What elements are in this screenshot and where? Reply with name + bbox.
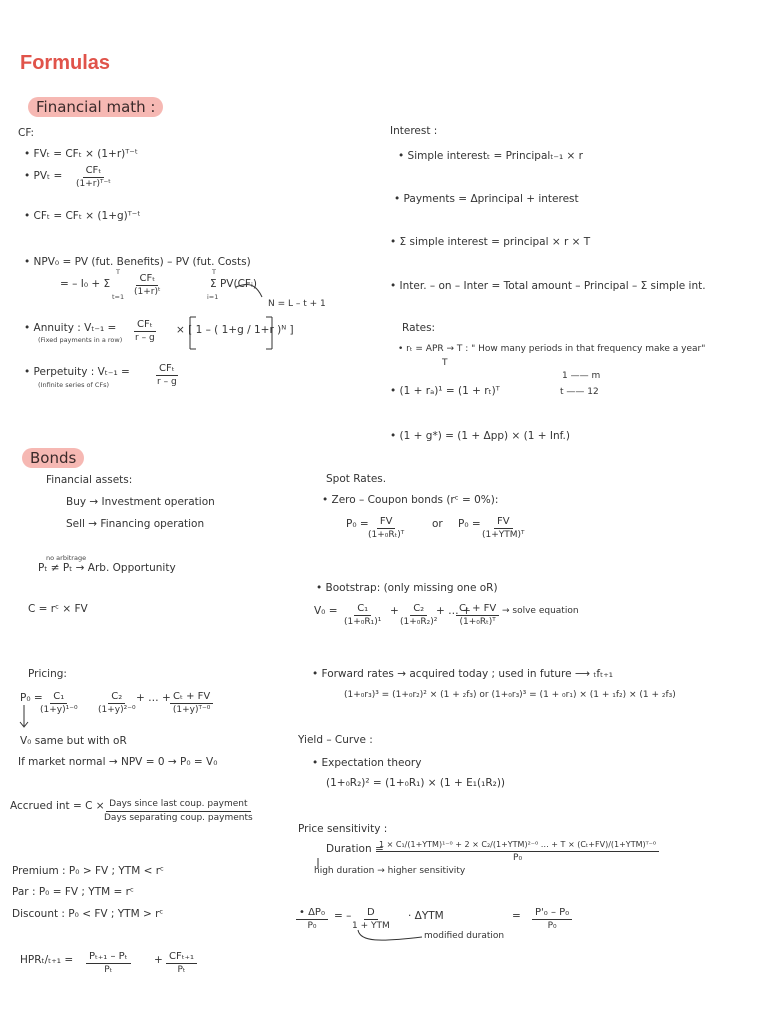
hpr-den-1: Pₜ [104,965,113,975]
formula-perpetuity-lhs: • Perpetuity : Vₜ₋₁ = [24,366,130,378]
rt-denominator: T [442,358,448,368]
p0-dots: + … + [136,692,171,704]
yield-curve-label: Yield – Curve : [298,734,373,746]
formula-npv: • NPV₀ = PV (fut. Benefits) – PV (fut. Costs) [24,256,251,268]
interest-header: Interest : [390,125,438,137]
financial-assets-label: Financial assets: [46,474,133,486]
cf-label: CF: [18,127,35,139]
duration-lhs: Duration = [326,843,384,855]
bootstrap-term-3-den: (1+₀Rₜ)ᵀ [459,617,496,627]
formula-compound: • (1 + rₐ)¹ = (1 + rₜ)ᵀ [390,385,500,397]
annuity-n-definition: N = L – t + 1 [268,299,326,309]
zc1-numerator: FV [377,515,396,529]
expectation-theory: • Expectation theory [312,757,422,769]
zc2-numerator: FV [494,515,513,529]
hpr-num-1: Pₜ₊₁ – Pₜ [86,950,131,964]
delta-p-price-den: P₀ [547,921,557,931]
perpetuity-note: (Infinite series of CFs) [38,381,110,389]
p0-term-3 [170,690,213,717]
discount-line: Discount : P₀ < FV ; YTM > rᶜ [12,908,164,920]
p0-term-1-num: C₁ [50,690,67,704]
delta-p-equals: = – [334,910,352,922]
formula-payments: • Payments = Δprincipal + interest [394,193,579,205]
section-header-financial-math: Financial math : [28,97,163,117]
npv-upper-1: T [116,268,120,276]
npv2-sum-pv: Σ PV(CFᵢ) [210,278,257,290]
arbitrage-line: Pₜ ≠ Pₜ → Arb. Opportunity [38,562,176,574]
delta-p-ytm-den: 1 + YTM [352,921,390,931]
par-line: Par : P₀ = FV ; YTM = rᶜ [12,886,134,898]
pv-denominator: (1+r)ᵀ⁻ᵗ [76,179,111,189]
npv2-denominator: (1+r)ᵗ [134,287,161,297]
delta-p-lhs-fraction [296,906,328,933]
scale-line-b: t —— 12 [560,387,599,397]
hpr-den-2: Pₜ [177,965,186,975]
delta-ytm: · ΔYTM [408,910,444,922]
perpetuity-numerator: CFₜ [156,362,178,376]
npv-index-1: t=1 [112,293,125,301]
duration-numerator: 1 × C₁/(1+YTM)¹⁻⁰ + 2 × C₂/(1+YTM)²⁻⁰ … + T × (Cₜ+FV)/(1+YTM)ᵀ⁻⁰ [376,838,659,852]
market-normal-line: If market normal → NPV = 0 → P₀ = V₀ [18,756,218,768]
bootstrap-line: • Bootstrap: (only missing one oR) [316,582,498,594]
formula-sum-simple-interest: • Σ simple interest = principal × r × T [390,236,591,248]
zc2-fraction [482,515,525,542]
annuity-bracket: × [ 1 – ( 1+g / 1+r )ᴺ ] [176,324,294,336]
accrued-numerator: Days since last coup. payment [106,798,250,812]
hpr-lhs: HPRₜ/ₜ₊₁ = [20,954,74,966]
modified-duration-note: modified duration [424,931,505,941]
perpetuity-denominator: r – g [157,377,177,387]
formula-npv2-lhs: = – I₀ + Σ [60,278,111,290]
section-header-bonds: Bonds [22,448,84,468]
buy-line: Buy → Investment operation [66,496,215,508]
accrued-interest-fraction [104,798,253,825]
formula-fisher: • (1 + g*) = (1 + Δpp) × (1 + Inf.) [390,430,570,442]
bootstrap-plus: + [390,605,399,617]
bootstrap-term-2-num: C₂ [410,602,427,616]
annuity-denominator: r – g [135,333,155,343]
p0-term-1-den: (1+y)¹⁻⁰ [40,705,78,715]
sell-line: Sell → Financing operation [66,518,205,530]
formula-rt: • rₜ = APR → T : " How many periods in that frequency make a year" [398,344,706,354]
p0-term-1 [40,690,78,717]
forward-equation: (1+₀r₃)³ = (1+₀r₂)² × (1 + ₂f₃) or (1+₀r₃)³ = (1 + ₀r₁) × (1 + ₁f₂) × (1 + ₂f₃) [344,690,676,700]
p0-term-2-den: (1+y)²⁻⁰ [98,705,136,715]
zero-coupon-line: • Zero – Coupon bonds (rᶜ = 0%): [322,494,499,506]
hpr-plus: + [154,954,163,966]
bootstrap-term-1 [344,602,381,629]
formula-cf-growth: • CFₜ = CFₜ × (1+g)ᵀ⁻ᵗ [24,210,141,222]
zc-or: or [432,518,443,530]
page-title: Formulas [20,52,111,74]
zc1-denominator: (1+₀Rₜ)ᵀ [368,530,405,540]
accrued-interest-lhs: Accrued int = C × [10,800,105,812]
zc2-lhs: P₀ = [458,518,481,530]
formula-simple-interest: • Simple interestₜ = Principalₜ₋₁ × r [398,150,583,162]
zc1-fraction [368,515,404,542]
npv-upper-2: T [212,268,216,276]
delta-p-den: P₀ [307,921,317,931]
premium-line: Premium : P₀ > FV ; YTM < rᶜ [12,865,164,877]
price-sensitivity-label: Price sensitivity : [298,823,388,835]
coupon-formula: C = rᶜ × FV [28,603,88,615]
delta-p-fraction [352,906,390,933]
p0-term-3-num: Cₜ + FV [170,690,213,704]
npv2-numerator: CFₜ [136,272,158,286]
spot-rates-header: Spot Rates. [326,473,387,485]
annuity-note: (Fixed payments in a row) [38,336,123,344]
pv-numerator: CFₜ [83,164,105,178]
perpetuity-fraction [156,362,178,389]
pricing-down-arrow [20,705,28,727]
forward-rates-line: • Forward rates → acquired today ; used in future ⟶ ₜfₜ₊₁ [312,668,613,680]
v0-note: V₀ same but with oR [20,735,127,747]
rates-label: Rates: [402,322,436,334]
zc1-lhs: P₀ = [346,518,369,530]
npv2-fraction [134,272,161,299]
delta-p-num: • ΔP₀ [296,906,328,920]
delta-p-equals-2: = [512,910,521,922]
p0-term-2 [98,690,136,717]
delta-p-price-fraction [532,906,572,933]
bootstrap-term-1-den: (1+₀R₁)¹ [344,617,382,627]
annuity-fraction [134,318,156,345]
formula-fv: • FVₜ = CFₜ × (1+r)ᵀ⁻ᵗ [24,148,138,160]
delta-p-duration: D [364,906,378,920]
bootstrap-term-2 [400,602,437,629]
scale-line-a: 1 —— m [562,371,601,381]
hpr-num-2: CFₜ₊₁ [166,950,197,964]
duration-fraction [376,838,659,865]
delta-p-price-num: P'₀ – P₀ [532,906,572,920]
bootstrap-term-3 [456,602,499,629]
pricing-label: Pricing: [28,668,67,680]
duration-denominator: P₀ [513,853,523,863]
npv-index-2: i=1 [207,293,219,301]
formula-annuity-lhs: • Annuity : Vₜ₋₁ = [24,322,117,334]
p0-term-2-num: C₂ [108,690,125,704]
annuity-numerator: CFₜ [134,318,156,332]
bootstrap-term-2-den: (1+₀R₂)² [400,617,438,627]
hpr-fraction-1 [86,950,131,977]
formula-interest-on-interest: • Inter. – on – Inter = Total amount – Principal – Σ simple int. [390,280,706,292]
bootstrap-dots: + … + [436,605,471,617]
bootstrap-term-1-num: C₁ [354,602,371,616]
formula-pv-fraction [76,164,111,191]
p0-lhs: P₀ = [20,692,43,704]
accrued-denominator: Days separating coup. payments [104,813,253,823]
p0-term-3-den: (1+y)ᵀ⁻⁰ [172,705,211,715]
high-duration-note: high duration → higher sensitivity [314,866,466,876]
arbitrage-superscript: no arbitrage [46,554,87,562]
hpr-fraction-2 [166,950,197,977]
bootstrap-term-3-num: Cₜ + FV [456,602,499,616]
bootstrap-solve: → solve equation [502,606,579,616]
bootstrap-lhs: V₀ = [314,605,338,617]
formula-pv-lhs: • PVₜ = [24,170,63,182]
zc2-denominator: (1+YTM)ᵀ [482,530,525,540]
expectation-equation: (1+₀R₂)² = (1+₀R₁) × (1 + E₁(₁R₂)) [326,777,506,789]
